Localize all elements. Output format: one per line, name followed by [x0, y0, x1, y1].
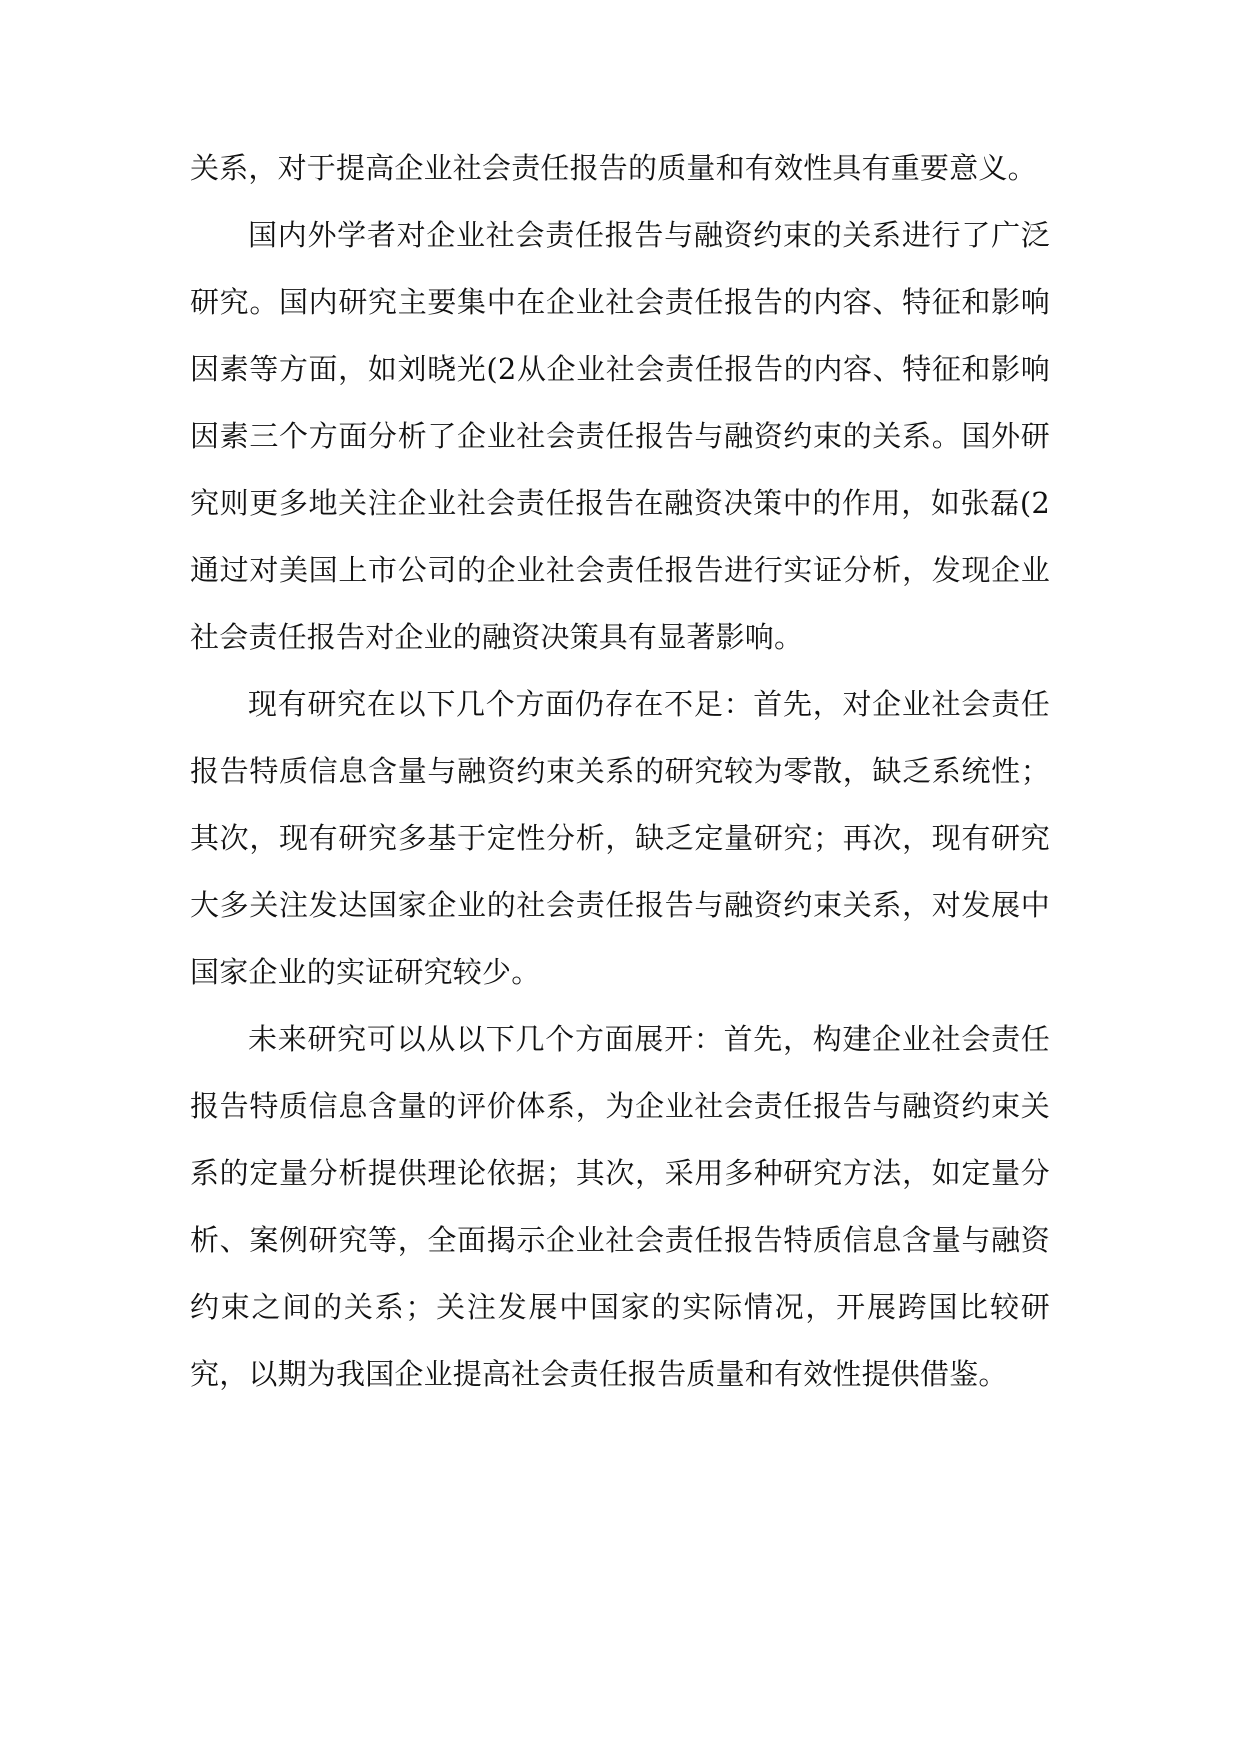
paragraph-continuation: 关系，对于提高企业社会责任报告的质量和有效性具有重要意义。	[190, 151, 1037, 185]
paragraph-future-research: 未来研究可以从以下几个方面展开：首先，构建企业社会责任报告特质信息含量的评价体系，为企业社会责任报告与融资约束关系的定量分析提供理论依据；其次，采用多种研究方法，如定量分析、案例研究等，全面揭示企业社会责任报告特质信息含量与融资约束之间的关系；关注发展中国家的实际情况，开展跨国比较研究，以期为我国企业提高社会责任报告质量和有效性提供借鉴。	[190, 1022, 1050, 1391]
paragraph-research-gaps: 现有研究在以下几个方面仍存在不足：首先，对企业社会责任报告特质信息含量与融资约束关系的研究较为零散，缺乏系统性；其次，现有研究多基于定性分析，缺乏定量研究；再次，现有研究大多关注发达国家企业的社会责任报告与融资约束关系，对发展中国家企业的实证研究较少。	[190, 687, 1050, 989]
body-text	[190, 135, 1050, 1408]
paragraph-literature-review: 国内外学者对企业社会责任报告与融资约束的关系进行了广泛研究。国内研究主要集中在企业社会责任报告的内容、特征和影响因素等方面，如刘晓光(2从企业社会责任报告的内容、特征和影响因素三个方面分析了企业社会责任报告与融资约束的关系。国外研究则更多地关注企业社会责任报告在融资决策中的作用，如张磊(2通过对美国上市公司的企业社会责任报告进行实证分析，发现企业社会责任报告对企业的融资决策具有显著影响。	[190, 218, 1050, 654]
